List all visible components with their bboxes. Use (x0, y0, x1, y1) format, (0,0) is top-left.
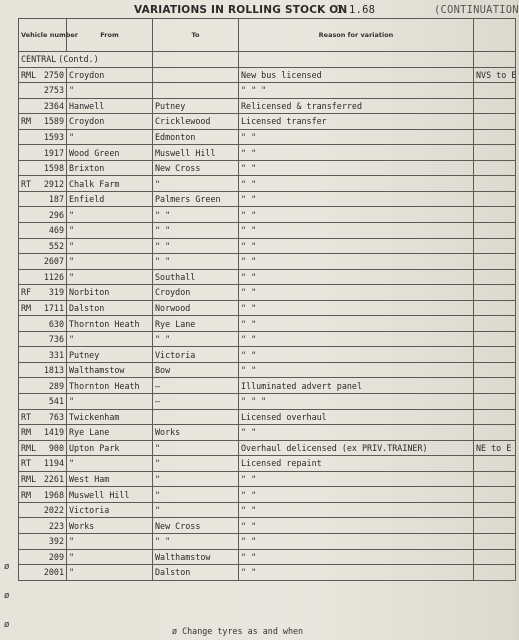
extra-cell (474, 300, 516, 316)
reason-cell: " " (239, 160, 474, 176)
page-title (0, 4, 519, 18)
vehicle-number: 1917 (43, 147, 64, 158)
extra-cell (474, 549, 516, 565)
vehicle-number: 2022 (43, 505, 64, 516)
from-cell: Wood Green (67, 145, 153, 161)
reason-cell: " " (239, 145, 474, 161)
to-cell: " " (153, 207, 239, 223)
reason-cell: " " (239, 207, 474, 223)
table-row (19, 145, 516, 161)
vehicle-number: 2912 (43, 178, 64, 189)
from-cell: Muswell Hill (67, 487, 153, 503)
extra-cell (474, 129, 516, 145)
to-cell: " (153, 471, 239, 487)
table-row (19, 238, 516, 254)
extra-cell (474, 269, 516, 285)
from-cell: " (67, 549, 153, 565)
table-row (19, 83, 516, 99)
from-cell: Thornton Heath (67, 316, 153, 332)
vehicle-class: RML (21, 442, 37, 453)
reason-cell: " " (239, 471, 474, 487)
vehicle-number-cell (19, 98, 67, 114)
to-cell: Southall (153, 269, 239, 285)
vehicle-number-cell (19, 300, 67, 316)
extra-cell (474, 331, 516, 347)
vehicle-number: 630 (48, 318, 64, 329)
vehicle-number-cell (19, 533, 67, 549)
reason-cell: " " (239, 254, 474, 270)
table-row (19, 518, 516, 534)
from-cell: " (67, 223, 153, 239)
table-row (19, 269, 516, 285)
reason-cell: " " (239, 533, 474, 549)
vehicle-number: 209 (48, 551, 64, 562)
table-header-row (19, 19, 516, 52)
to-cell: Victoria (153, 347, 239, 363)
reason-cell: Relicensed & transferred (239, 98, 474, 114)
vehicle-number: 392 (48, 536, 64, 547)
vehicle-number: 763 (48, 411, 64, 422)
vehicle-number-cell (19, 52, 153, 68)
from-cell: Upton Park (67, 440, 153, 456)
vehicle-number-cell (19, 129, 67, 145)
vehicle-class: CENTRAL (21, 54, 57, 65)
reason-cell: " " (239, 238, 474, 254)
vehicle-number: 319 (48, 287, 64, 298)
vehicle-number: 2364 (43, 100, 64, 111)
vehicle-number: 1598 (43, 163, 64, 174)
vehicle-class: RT (21, 411, 32, 422)
header-extra (474, 19, 516, 52)
vehicle-number: 331 (48, 349, 64, 360)
table-row (19, 316, 516, 332)
reason-cell: Licensed repaint (239, 456, 474, 472)
from-cell: Enfield (67, 191, 153, 207)
vehicle-number-cell (19, 518, 67, 534)
vehicle-number: 223 (48, 520, 64, 531)
from-cell: Thornton Heath (67, 378, 153, 394)
to-cell: Rye Lane (153, 316, 239, 332)
table-row (19, 331, 516, 347)
from-cell: West Ham (67, 471, 153, 487)
reason-cell: " " (239, 487, 474, 503)
vehicle-number: 1813 (43, 365, 64, 376)
header-vehicle: Vehicle number (19, 19, 67, 52)
table-row (19, 98, 516, 114)
extra-cell (474, 409, 516, 425)
reason-cell: Overhaul delicensed (ex PRIV.TRAINER) (239, 440, 474, 456)
vehicle-number: 2001 (43, 567, 64, 578)
from-cell: Works (67, 518, 153, 534)
vehicle-number: 289 (48, 380, 64, 391)
reason-cell: " " (239, 518, 474, 534)
extra-cell (474, 223, 516, 239)
to-cell: Norwood (153, 300, 239, 316)
vehicle-class: RT (21, 178, 32, 189)
vehicle-class: RML (21, 69, 37, 80)
vehicle-number-cell (19, 362, 67, 378)
table-row (19, 565, 516, 581)
to-cell: New Cross (153, 160, 239, 176)
extra-cell (474, 176, 516, 192)
vehicle-number-cell (19, 502, 67, 518)
to-cell: Muswell Hill (153, 145, 239, 161)
table-row (19, 300, 516, 316)
from-cell: Brixton (67, 160, 153, 176)
vehicle-number-cell (19, 285, 67, 301)
to-cell: " " (153, 533, 239, 549)
from-cell: Norbiton (67, 285, 153, 301)
vehicle-number-cell (19, 456, 67, 472)
margin-mark: ø (4, 620, 10, 630)
from-cell: Dalston (67, 300, 153, 316)
vehicle-number-cell (19, 114, 67, 130)
extra-cell: NVS to E (474, 67, 516, 83)
reason-cell: " " (239, 300, 474, 316)
vehicle-number: 1968 (43, 489, 64, 500)
table-row (19, 456, 516, 472)
table-row (19, 285, 516, 301)
vehicle-number: 1419 (43, 427, 64, 438)
vehicle-number: 296 (48, 209, 64, 220)
extra-cell (474, 207, 516, 223)
reason-cell: " " (239, 223, 474, 239)
footnote: ø Change tyres as and when (172, 626, 304, 636)
margin-mark: ø (4, 562, 10, 572)
to-cell: " (153, 176, 239, 192)
to-cell: " " (153, 331, 239, 347)
reason-cell: " " (239, 129, 474, 145)
vehicle-number: 2261 (43, 474, 64, 485)
reason-cell: " " (239, 565, 474, 581)
vehicle-number: 469 (48, 225, 64, 236)
vehicle-number-cell (19, 487, 67, 503)
from-cell: Victoria (67, 502, 153, 518)
vehicle-class: RM (21, 303, 32, 314)
extra-cell (474, 316, 516, 332)
from-cell: " (67, 269, 153, 285)
vehicle-number-cell (19, 471, 67, 487)
extra-cell (474, 518, 516, 534)
vehicle-number: 1589 (43, 116, 64, 127)
reason-cell: Licensed transfer (239, 114, 474, 130)
to-cell: – (153, 378, 239, 394)
vehicle-number: 1126 (43, 271, 64, 282)
table-row (19, 409, 516, 425)
extra-cell: NE to E (474, 440, 516, 456)
to-cell: " (153, 440, 239, 456)
header-from: From (67, 19, 153, 52)
reason-cell (239, 52, 474, 68)
vehicle-class: RM (21, 116, 32, 127)
table-row (19, 191, 516, 207)
vehicle-number: 736 (48, 334, 64, 345)
vehicle-number: 2607 (43, 256, 64, 267)
table-row (19, 394, 516, 410)
reason-cell: " " (239, 425, 474, 441)
reason-cell: " " (239, 316, 474, 332)
vehicle-class: RT (21, 458, 32, 469)
reason-cell: " " (239, 176, 474, 192)
vehicle-number-cell (19, 145, 67, 161)
reason-cell: " " (239, 502, 474, 518)
from-cell: Chalk Farm (67, 176, 153, 192)
extra-cell (474, 347, 516, 363)
to-cell: " " (153, 254, 239, 270)
to-cell: Bow (153, 362, 239, 378)
reason-cell: New bus licensed (239, 67, 474, 83)
reason-cell: " " " (239, 394, 474, 410)
table-row (19, 114, 516, 130)
vehicle-number-cell (19, 425, 67, 441)
reason-cell: " " (239, 191, 474, 207)
vehicle-number: 1593 (43, 132, 64, 142)
to-cell (153, 83, 239, 99)
table-row (19, 471, 516, 487)
header-reason: Reason for variation (239, 19, 474, 52)
to-cell: Edmonton (153, 129, 239, 145)
to-cell: " (153, 487, 239, 503)
extra-cell (474, 487, 516, 503)
to-cell: " (153, 502, 239, 518)
vehicle-number: 1711 (43, 303, 64, 314)
reason-cell: " " (239, 347, 474, 363)
table-row (19, 502, 516, 518)
vehicle-number-cell (19, 160, 67, 176)
from-cell: Croydon (67, 114, 153, 130)
table-row (19, 67, 516, 83)
vehicle-number: 1194 (43, 458, 64, 469)
table-row (19, 378, 516, 394)
vehicle-number: 541 (48, 396, 64, 407)
to-cell: " (153, 456, 239, 472)
extra-cell (474, 378, 516, 394)
to-cell: – (153, 394, 239, 410)
extra-cell (474, 160, 516, 176)
vehicle-class: RML (21, 474, 37, 485)
extra-cell (474, 502, 516, 518)
to-cell (153, 67, 239, 83)
vehicle-number-cell (19, 331, 67, 347)
to-cell: Putney (153, 98, 239, 114)
to-cell: New Cross (153, 518, 239, 534)
table-row (19, 533, 516, 549)
vehicle-number-cell (19, 67, 67, 83)
extra-cell (474, 145, 516, 161)
to-cell (153, 409, 239, 425)
vehicle-number-cell (19, 409, 67, 425)
reason-cell: " " " (239, 83, 474, 99)
from-cell: " (67, 456, 153, 472)
from-cell: " (67, 207, 153, 223)
extra-cell (474, 114, 516, 130)
to-cell: Dalston (153, 565, 239, 581)
table-row (19, 223, 516, 239)
to-cell: Cricklewood (153, 114, 239, 130)
from-cell: Croydon (67, 67, 153, 83)
table-row (19, 347, 516, 363)
to-cell: Palmers Green (153, 191, 239, 207)
from-cell: Twickenham (67, 409, 153, 425)
vehicle-number-cell (19, 440, 67, 456)
title-heading: VARIATIONS IN ROLLING STOCK ON (134, 4, 348, 16)
reason-cell: " " (239, 269, 474, 285)
from-cell: Walthamstow (67, 362, 153, 378)
from-cell: " (67, 533, 153, 549)
reason-cell: " " (239, 362, 474, 378)
vehicle-number-cell (19, 83, 67, 99)
vehicle-number-cell (19, 191, 67, 207)
title-date: 1.1.68 (336, 4, 376, 16)
title-continuation: (CONTINUATION (434, 4, 519, 16)
vehicle-number: 552 (48, 240, 64, 251)
vehicle-number: 900 (48, 442, 64, 453)
vehicle-number-cell (19, 347, 67, 363)
to-cell: Works (153, 425, 239, 441)
from-cell: " (67, 394, 153, 410)
reason-cell: Licensed overhaul (239, 409, 474, 425)
extra-cell (474, 565, 516, 581)
table-row (19, 549, 516, 565)
vehicle-number: 2753 (43, 85, 64, 96)
table-row (19, 487, 516, 503)
from-cell: Rye Lane (67, 425, 153, 441)
table-row (19, 176, 516, 192)
extra-cell (474, 394, 516, 410)
from-cell: Putney (67, 347, 153, 363)
extra-cell (474, 285, 516, 301)
vehicle-class: RM (21, 427, 32, 438)
from-cell: " (67, 565, 153, 581)
table-body (19, 52, 516, 581)
vehicle-number-cell (19, 394, 67, 410)
extra-cell (474, 471, 516, 487)
extra-cell (474, 533, 516, 549)
vehicle-class: RM (21, 489, 32, 500)
from-cell: " (67, 254, 153, 270)
vehicle-number-cell (19, 223, 67, 239)
table-row (19, 362, 516, 378)
extra-cell (474, 52, 516, 68)
vehicle-number-cell (19, 254, 67, 270)
table-row (19, 129, 516, 145)
vehicle-number-cell (19, 316, 67, 332)
extra-cell (474, 191, 516, 207)
table-row (19, 160, 516, 176)
vehicle-number-cell (19, 549, 67, 565)
extra-cell (474, 254, 516, 270)
from-cell: " (67, 238, 153, 254)
extra-cell (474, 238, 516, 254)
vehicle-number-cell (19, 238, 67, 254)
table-row (19, 440, 516, 456)
vehicle-number: (Contd.) (58, 54, 99, 65)
vehicle-number-cell (19, 207, 67, 223)
to-cell: " " (153, 223, 239, 239)
margin-mark: ø (4, 591, 10, 601)
table-row (19, 52, 516, 68)
header-to: To (153, 19, 239, 52)
table-row (19, 254, 516, 270)
extra-cell (474, 83, 516, 99)
vehicle-class: RF (21, 287, 32, 298)
vehicle-number-cell (19, 269, 67, 285)
from-cell: Hanwell (67, 98, 153, 114)
vehicle-number: 187 (48, 194, 64, 205)
vehicle-number: 2750 (43, 69, 64, 80)
to-cell: Walthamstow (153, 549, 239, 565)
extra-cell (474, 425, 516, 441)
from-cell: " (67, 331, 153, 347)
rolling-stock-table (18, 18, 516, 581)
extra-cell (474, 98, 516, 114)
extra-cell (474, 456, 516, 472)
reason-cell: Illuminated advert panel (239, 378, 474, 394)
to-cell (153, 52, 239, 68)
reason-cell: " " (239, 549, 474, 565)
table-row (19, 425, 516, 441)
reason-cell: " " (239, 331, 474, 347)
vehicle-number-cell (19, 176, 67, 192)
from-cell: " (67, 83, 153, 99)
to-cell: " " (153, 238, 239, 254)
to-cell: Croydon (153, 285, 239, 301)
vehicle-number-cell (19, 378, 67, 394)
extra-cell (474, 362, 516, 378)
from-cell: " (67, 129, 153, 145)
table-row (19, 207, 516, 223)
vehicle-number-cell (19, 565, 67, 581)
reason-cell: " " (239, 285, 474, 301)
